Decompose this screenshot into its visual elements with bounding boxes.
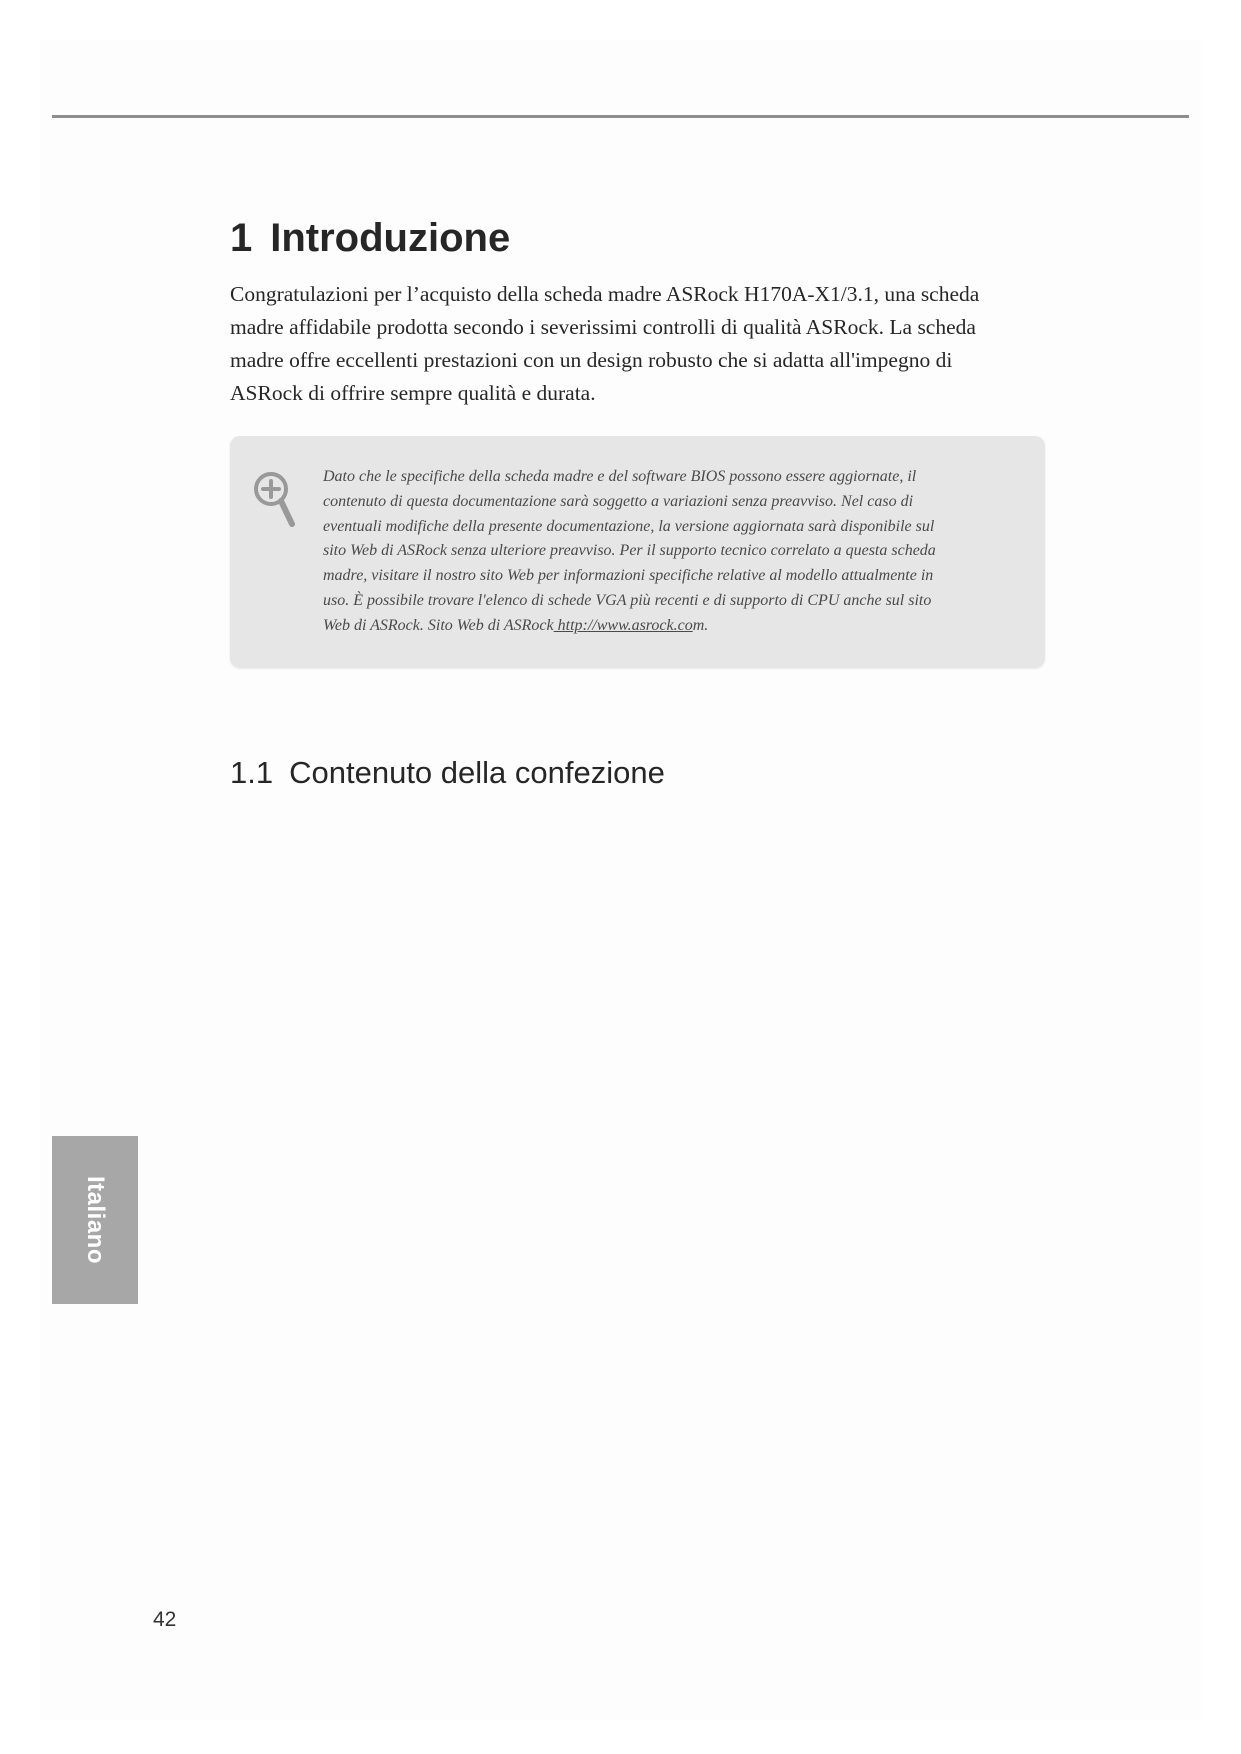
- note-line: Dato che le specifiche della scheda madre e del software BIOS possono essere aggiornate, il: [323, 468, 917, 485]
- subsection-number: 1.1: [230, 755, 274, 790]
- intro-line: madre offre eccellenti prestazioni con un design robusto che si adatta all'impegno di: [230, 348, 953, 372]
- top-rule: [52, 115, 1189, 118]
- note-last-line: [323, 614, 1033, 639]
- section-heading: [230, 212, 510, 264]
- subsection-title: Contenuto della confezione: [289, 755, 665, 790]
- intro-line: madre affidabile prodotta secondo i severissimi controlli di qualità ASRock. La scheda: [230, 315, 976, 339]
- note-text: [323, 465, 1033, 639]
- note-line: eventuali modifiche della presente documentazione, la versione aggiornata sarà disponibile sul: [323, 517, 935, 535]
- section-number: 1: [230, 216, 253, 260]
- magnifier-plus-icon: [252, 470, 298, 530]
- language-tab-label: Italiano: [82, 1175, 109, 1265]
- note-line: madre, visitare il nostro sito Web per informazioni specifiche relative al modello attualmente in: [323, 567, 934, 585]
- asrock-website-link[interactable]: http://www.asrock.co: [553, 616, 693, 634]
- page-number: 42: [153, 1608, 177, 1631]
- intro-line: Congratulazioni per l’acquisto della scheda madre ASRock H170A-X1/3.1, una scheda: [230, 282, 980, 306]
- section-title: Introduzione: [270, 216, 511, 260]
- note-line: contenuto di questa documentazione sarà soggetto a variazioni senza preavviso. Nel caso di: [323, 492, 914, 510]
- intro-paragraph: [230, 278, 1030, 410]
- note-line-suffix: m.: [692, 616, 709, 634]
- note-line: sito Web di ASRock senza ulteriore preavviso. Per il supporto tecnico correlato a questa scheda: [323, 542, 936, 560]
- intro-line: ASRock di offrire sempre qualità e durata.: [230, 381, 596, 405]
- language-side-tab: [52, 1136, 138, 1304]
- note-box: [230, 436, 1045, 668]
- note-line-prefix: Web di ASRock. Sito Web di ASRock: [323, 616, 554, 634]
- note-line: uso. È possibile trovare l'elenco di schede VGA più recenti e di supporto di CPU anche sul sito: [323, 591, 932, 609]
- subsection-heading: [230, 752, 665, 794]
